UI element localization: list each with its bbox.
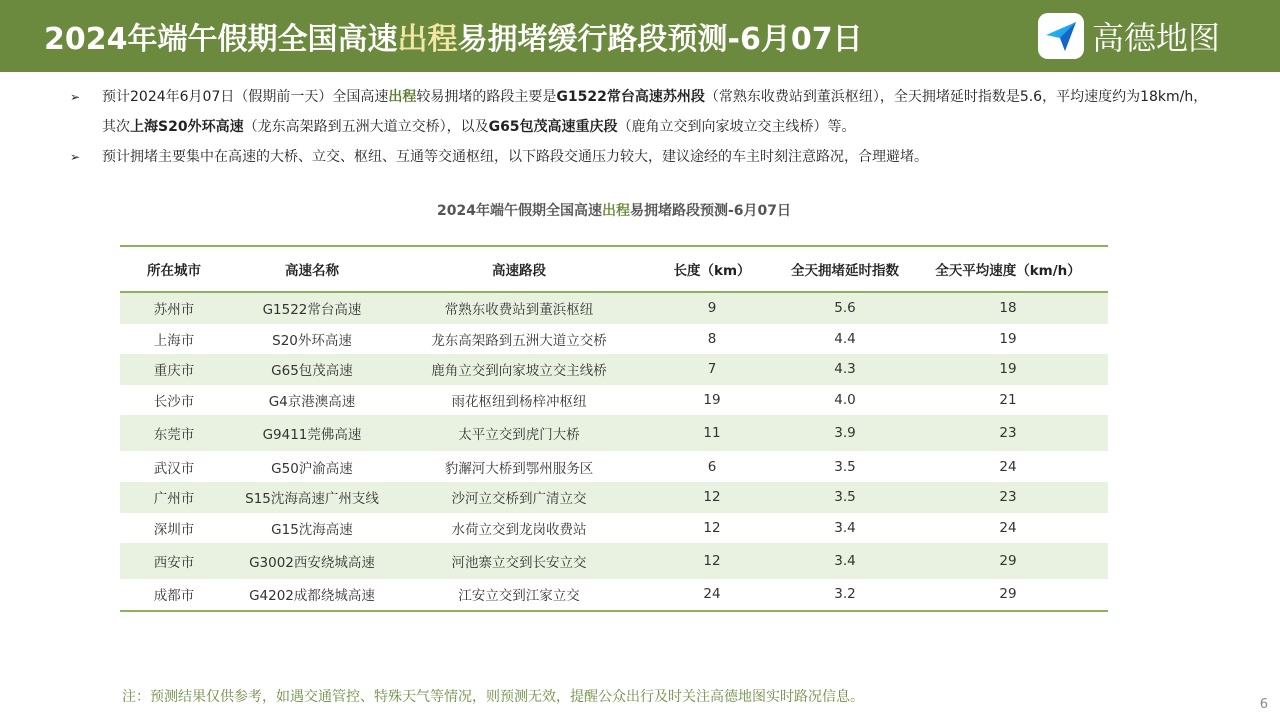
column-header: 所在城市 — [120, 246, 228, 292]
table-cell: 3.2 — [782, 579, 908, 611]
table-cell: 西安市 — [153, 555, 195, 572]
table-row — [120, 385, 1108, 416]
table-row — [120, 543, 1108, 579]
table-row — [120, 513, 1108, 544]
table-cell: 6 — [707, 458, 717, 475]
table-cell: G1522常台高速 — [262, 302, 362, 319]
table-cell: 23 — [999, 489, 1017, 506]
table-cell: G9411莞佛高速 — [262, 427, 362, 444]
table-cell: 江安立交到江家立交 — [396, 579, 642, 611]
table-cell: 19 — [999, 361, 1017, 378]
amap-logo-text: 高德地图 — [1092, 19, 1221, 57]
table-cell: G3002西安绕城高速 — [249, 555, 375, 572]
table-cell: G50沪渝高速 — [271, 460, 353, 477]
column-header: 高速名称 — [228, 246, 396, 292]
table-cell: 武汉市 — [153, 460, 195, 477]
table-cell: 4.4 — [834, 330, 856, 347]
column-header: 全天平均速度（km/h） — [908, 246, 1108, 292]
amap-logo — [1038, 12, 1220, 60]
table-cell: 3.5 — [834, 489, 856, 506]
table-cell: 3.9 — [834, 425, 856, 442]
table-cell: 龙东高架路到五洲大道立交桥 — [431, 332, 607, 349]
table-cell: 24 — [999, 458, 1017, 475]
table-cell: 29 — [999, 553, 1017, 570]
table-cell: 上海市 — [153, 332, 195, 349]
summary-bullets — [70, 82, 1210, 172]
table-cell: 常熟东收费站到董浜枢纽 — [444, 302, 594, 319]
table-cell: 广州市 — [153, 491, 195, 508]
table-cell: 5.6 — [834, 300, 856, 317]
table-cell: G15沈海高速 — [271, 521, 353, 538]
table-cell: S20外环高速 — [272, 332, 352, 349]
table-cell: 太平立交到虎门大桥 — [458, 427, 580, 444]
table-cell: 21 — [999, 392, 1017, 409]
table-cell: 河池寨立交到长安立交 — [451, 555, 587, 572]
table-row — [120, 579, 1108, 611]
table-cell: 重庆市 — [153, 363, 195, 380]
table-cell: 11 — [703, 425, 721, 442]
table-cell: 鹿角立交到向家坡立交主线桥 — [431, 363, 607, 380]
table-cell: 24 — [999, 519, 1017, 536]
table-cell: 12 — [703, 553, 721, 570]
table-cell: 成都市 — [120, 579, 228, 611]
amap-logo-icon — [1038, 13, 1084, 59]
table-cell: 24 — [642, 579, 782, 611]
column-header: 高速路段 — [396, 246, 642, 292]
table-cell: 3.5 — [834, 458, 856, 475]
table-cell: 雨花枢纽到杨梓冲枢纽 — [451, 394, 587, 411]
table-cell: 19 — [703, 392, 721, 409]
table-cell: 豹澥河大桥到鄂州服务区 — [444, 460, 594, 477]
table-cell: G65包茂高速 — [271, 363, 353, 380]
table-cell: 长沙市 — [153, 394, 195, 411]
footnote: 注：预测结果仅供参考，如遇交通管控、特殊天气等情况，则预测无效，提醒公众出行及时关注高德地图实时路况信息。 — [122, 689, 864, 705]
table-cell: 沙河立交桥到广清立交 — [451, 491, 587, 508]
table-row — [120, 354, 1108, 385]
table-title: 2024年端午假期全国高速出程易拥堵路段预测-6月07日 — [436, 203, 791, 219]
table-row — [120, 451, 1108, 482]
table-header-row — [120, 246, 1108, 292]
arrow-bullet-icon: ➢ — [70, 150, 81, 164]
table-cell: 7 — [707, 361, 717, 378]
table-cell: 水荷立交到龙岗收费站 — [451, 521, 587, 538]
table-cell: 3.4 — [834, 553, 856, 570]
table-cell: 4.3 — [834, 361, 856, 378]
table-cell: S15沈海高速广州支线 — [245, 491, 379, 508]
page-title: 2024年端午假期全国高速出程易拥堵缓行路段预测-6月07日 — [44, 22, 863, 57]
table-row — [120, 482, 1108, 513]
table-cell: 23 — [999, 425, 1017, 442]
header-bar — [0, 0, 1280, 72]
arrow-bullet-icon: ➢ — [70, 90, 81, 104]
column-header: 全天拥堵延时指数 — [782, 246, 908, 292]
congestion-table — [120, 245, 1108, 612]
table-cell: 8 — [707, 330, 717, 347]
table-cell: 苏州市 — [153, 302, 195, 319]
table-row — [120, 292, 1108, 324]
table-cell: 29 — [908, 579, 1108, 611]
table-row — [120, 324, 1108, 355]
table-cell: 18 — [999, 300, 1017, 317]
column-header: 长度（km） — [642, 246, 782, 292]
table-cell: 12 — [703, 519, 721, 536]
page-number: 6 — [1259, 697, 1268, 712]
table-cell: 4.0 — [834, 392, 856, 409]
table-cell: G4京港澳高速 — [268, 394, 356, 411]
bullet-item: ➢ 预计拥堵主要集中在高速的大桥、立交、枢纽、互通等交通枢纽，以下路段交通压力较大，建议途经的车主时刻注意路况，合理避堵。 — [70, 142, 1210, 172]
table-row — [120, 415, 1108, 451]
table-cell: 东莞市 — [153, 427, 195, 444]
bullet-item: ➢ 预计2024年6月07日（假期前一天）全国高速出程较易拥堵的路段主要是G1522常台高速苏州段（常熟东收费站到董浜枢纽），全天拥堵延时指数是5.6，平均速度约为18km/h，其次上海S20外环高速（龙东高架路到五洲大道立交桥），以及G65包茂高速重庆段（鹿角立交到向家坡立交主线桥）等。 — [70, 82, 1210, 142]
table-cell: G4202成都绕城高速 — [228, 579, 396, 611]
table-cell: 19 — [999, 330, 1017, 347]
table-cell: 3.4 — [834, 519, 856, 536]
table-cell: 深圳市 — [153, 521, 195, 538]
table-cell: 12 — [703, 489, 721, 506]
table-cell: 9 — [707, 300, 717, 317]
